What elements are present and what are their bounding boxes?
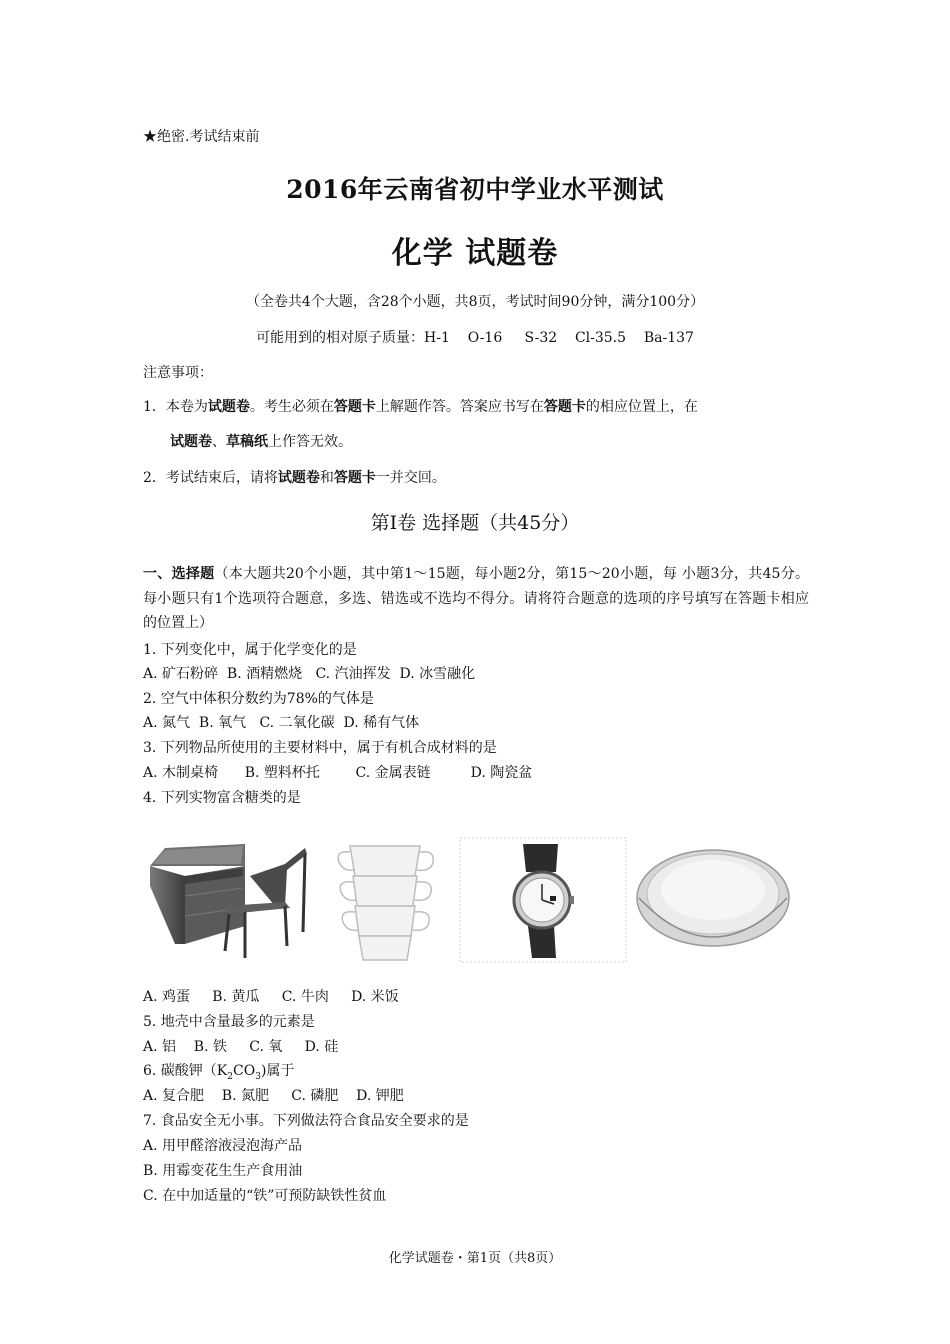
question-6-options: A. 复合肥 B. 氮肥 C. 磷肥 D. 钾肥	[143, 1088, 404, 1104]
question-7-option-c: C. 在中加适量的“铁”可预防缺铁性贫血	[143, 1188, 387, 1204]
question-7-option-b: B. 用霉变花生生产食用油	[143, 1163, 303, 1179]
wristwatch-image	[458, 836, 628, 964]
exam-title: 2016年云南省初中学业水平测试	[286, 175, 664, 204]
question-7: 7. 食品安全无小事。下列做法符合食品安全要求的是	[143, 1113, 469, 1129]
note-1-line-2: 试题卷、草稿纸上作答无效。	[170, 434, 352, 450]
note-1-line-1: 1．本卷为试题卷。考生必须在答题卡上解题作答。答案应书写在答题卡的相应位置上，在	[143, 399, 698, 415]
question-4: 4. 下列实物富含糖类的是	[143, 790, 301, 806]
question-3: 3. 下列物品所使用的主要材料中，属于有机合成材料的是	[143, 740, 497, 756]
confidential-label: ★绝密.考试结束前	[143, 129, 260, 145]
section-1-intro: 一、选择题（本大题共20个小题，其中第1～15题，每小题2分，第15～20小题，每 小题3分，共45分。每小题只有1个选项符合题意，多选、错选或不选均不得分。请将符合题意的选项的序号填写在答题卡相应的位置上）	[143, 566, 809, 631]
atomic-masses: 可能用到的相对原子质量：H-1 O-16 S-32 Cl-35.5 Ba-137	[256, 330, 694, 346]
question-2-options: A. 氮气 B. 氧气 C. 二氧化碳 D. 稀有气体	[143, 715, 420, 731]
plastic-cup-holder-image	[325, 836, 455, 964]
question-5-options: A. 铝 B. 铁 C. 氧 D. 硅	[143, 1039, 339, 1055]
paper-subtitle: 化学 试题卷	[391, 236, 559, 271]
question-7-option-a: A. 用甲醛溶液浸泡海产品	[143, 1138, 303, 1154]
question-2: 2. 空气中体积分数约为78%的气体是	[143, 691, 374, 707]
question-4-options: A. 鸡蛋 B. 黄瓜 C. 牛肉 D. 米饭	[143, 989, 399, 1005]
question-3-options: A. 木制桌椅 B. 塑料杯托 C. 金属表链 D. 陶瓷盆	[143, 765, 533, 781]
note-2: 2．考试结束后，请将试题卷和答题卡一并交回。	[143, 470, 446, 486]
question-1: 1. 下列变化中，属于化学变化的是	[143, 642, 357, 658]
desk-chair-image	[145, 836, 315, 964]
question-1-options: A. 矿石粉碎 B. 酒精燃烧 C. 汽油挥发 D. 冰雪融化	[143, 666, 476, 682]
question-5: 5. 地壳中含量最多的元素是	[143, 1014, 315, 1030]
notes-heading: 注意事项：	[143, 365, 213, 381]
part-1-title: 第Ⅰ卷 选择题（共45分）	[370, 512, 580, 534]
question-6: 6. 碳酸钾$(K_2CO_3)$属于	[143, 1063, 295, 1082]
exam-info: （全卷共4个大题，含28个小题，共8页，考试时间90分钟，满分100分）	[245, 294, 705, 310]
ceramic-basin-image	[633, 836, 793, 964]
page-footer: 化学试题卷・第1页（共8页）	[388, 1251, 562, 1266]
